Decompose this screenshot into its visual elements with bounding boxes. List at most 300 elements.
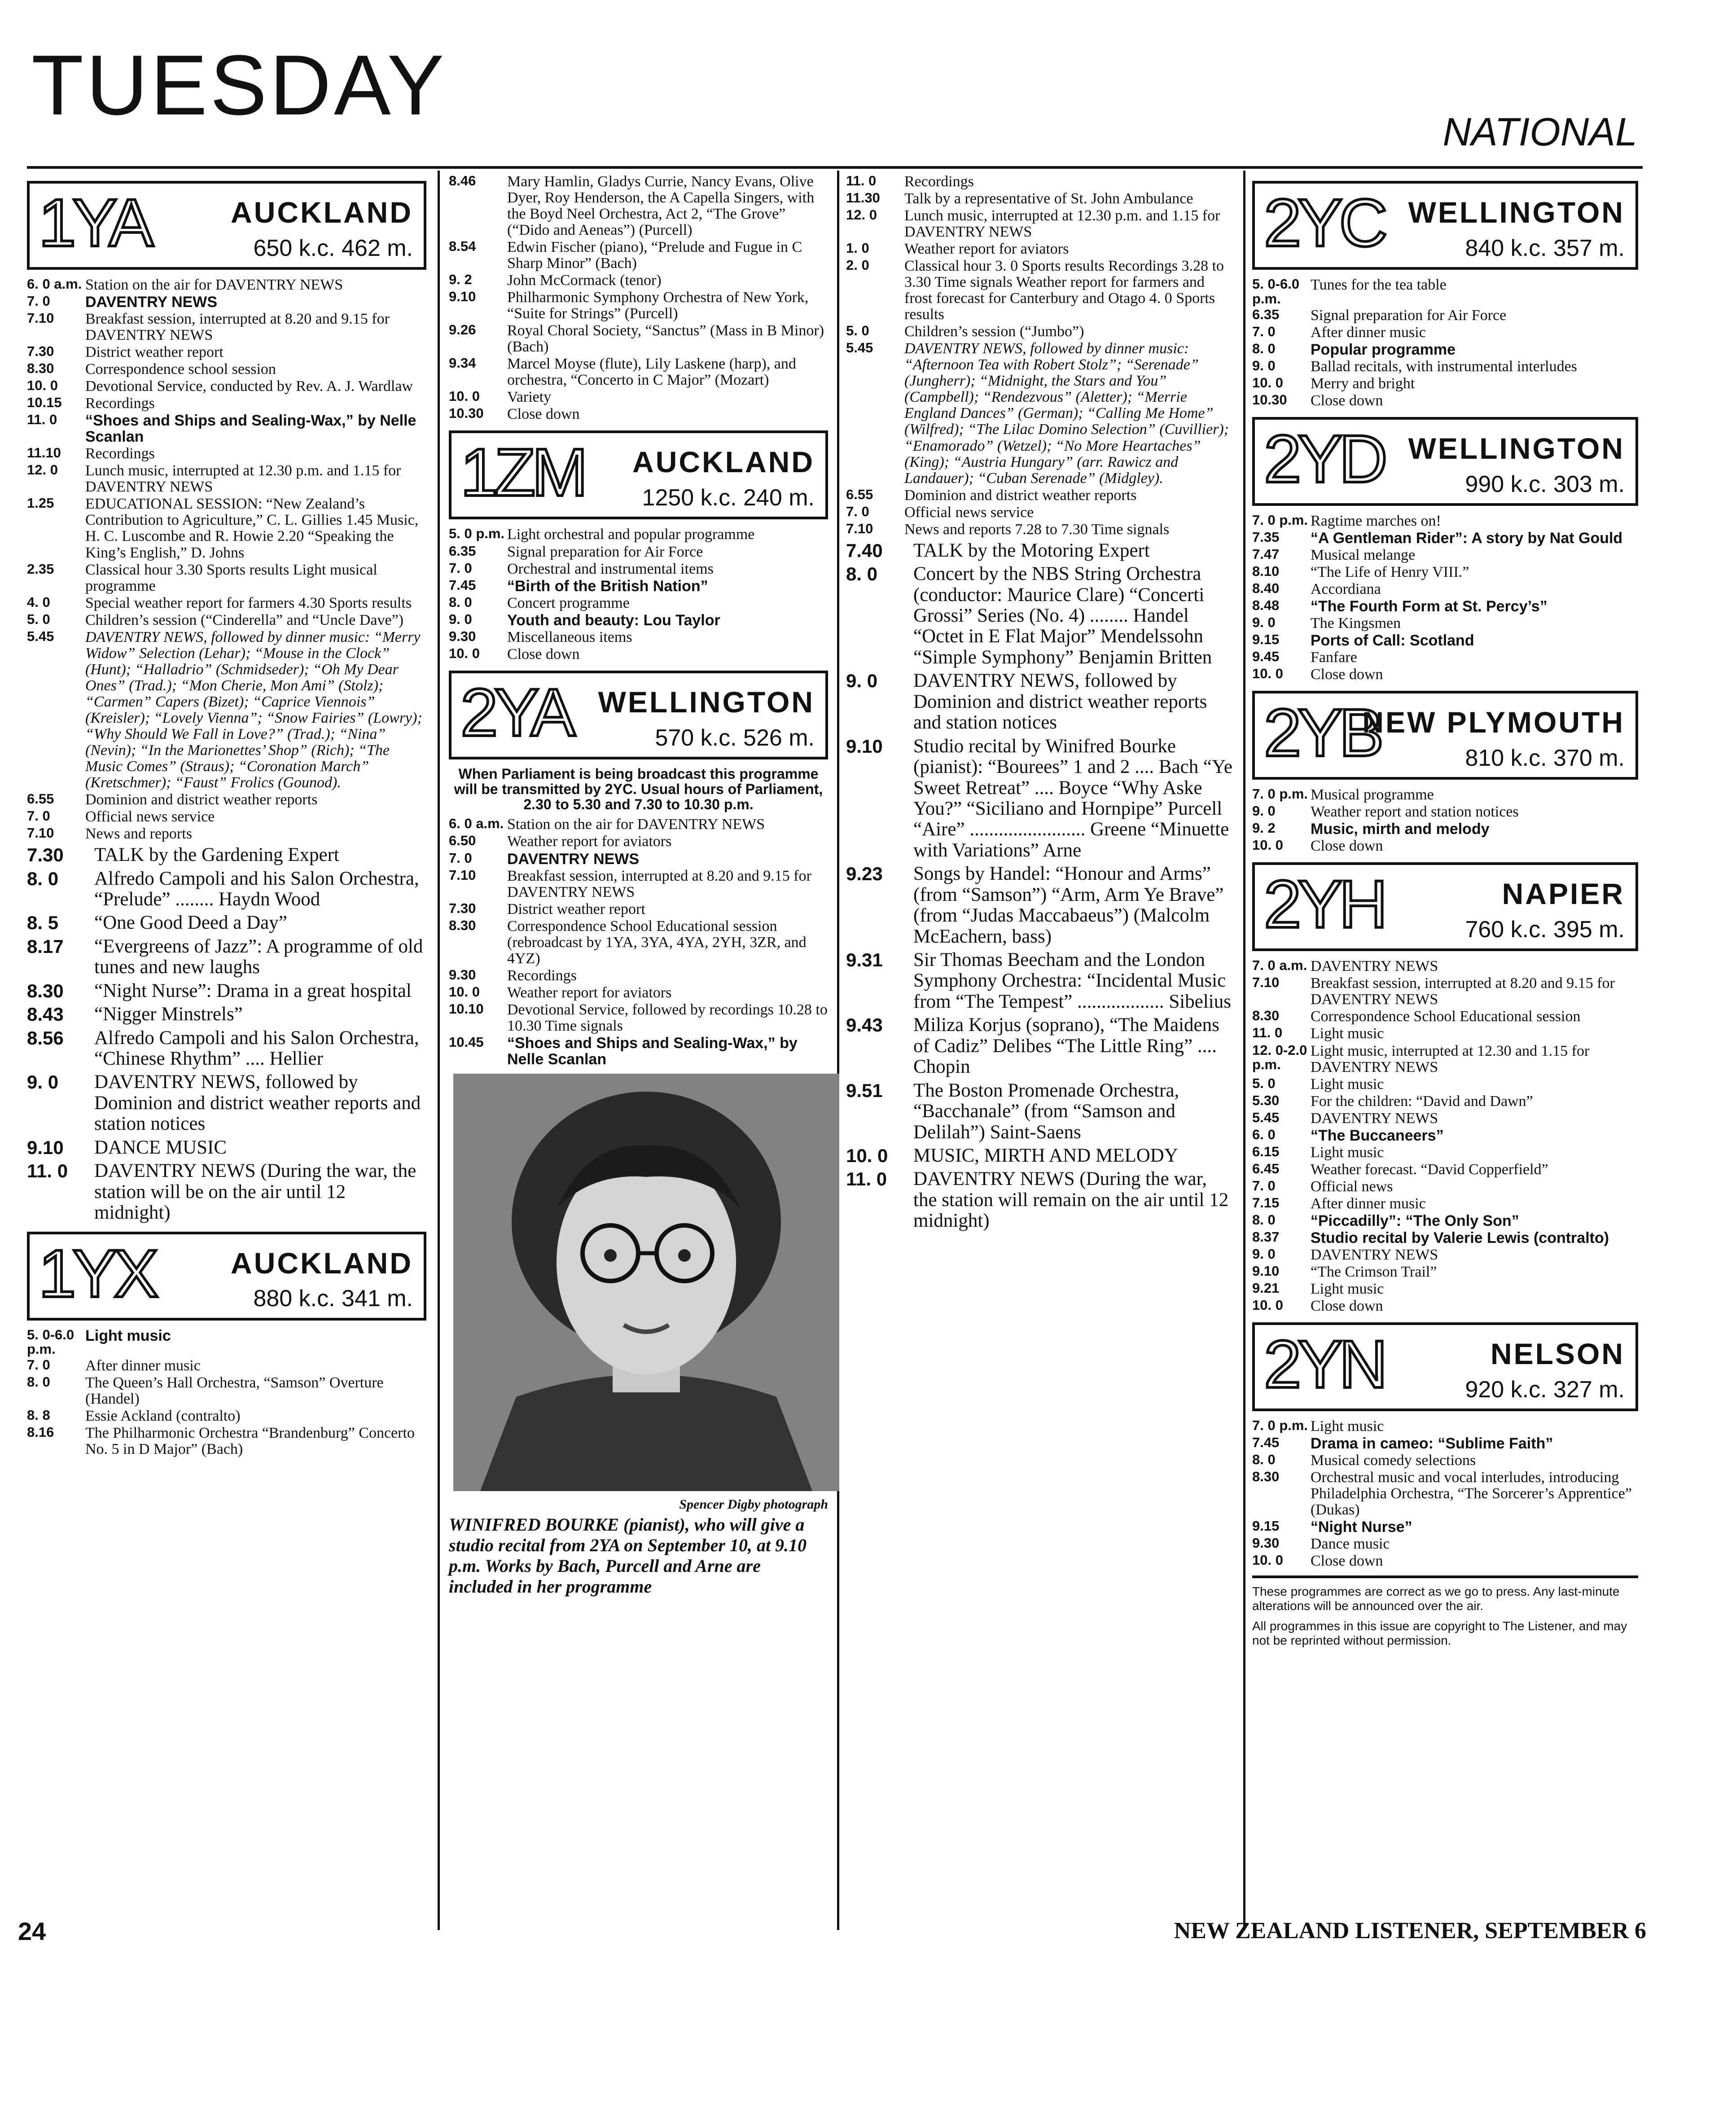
programme-entry xyxy=(1252,1043,1638,1075)
programme-entry xyxy=(1252,1009,1638,1025)
station-frequency: 920 k.c. 327 m. xyxy=(1465,1376,1625,1403)
entry-time: 7. 0 xyxy=(1252,1177,1276,1194)
entry-text: Station on the air for DAVENTRY NEWS xyxy=(507,816,765,833)
programme-entry xyxy=(1252,376,1638,392)
entry-text: Accordiana xyxy=(1311,581,1381,598)
programme-entry xyxy=(1252,1026,1638,1042)
entry-text: Sir Thomas Beecham and the London Symphony Orchestra: “Incidental Music from “The Tempest” .................. Sibelius xyxy=(913,949,1231,1012)
station-frequency: 810 k.c. 370 m. xyxy=(1465,745,1625,772)
magazine-footer: NEW ZEALAND LISTENER, SEPTEMBER 6 xyxy=(1174,1918,1646,1944)
programme-entry xyxy=(1252,393,1638,409)
programme-entry xyxy=(846,191,1234,207)
entry-text: Light music xyxy=(1311,1025,1384,1042)
programme-entry xyxy=(27,378,426,395)
entry-text: Official news service xyxy=(904,504,1034,521)
entry-text: Merry and bright xyxy=(1311,375,1415,392)
entry-time: 8. 0 xyxy=(1252,1211,1276,1228)
programme-entry xyxy=(27,294,426,310)
entry-time: 5. 0-6.0 p.m. xyxy=(1252,276,1300,307)
programme-entry xyxy=(27,809,426,825)
entry-time: 7.10 xyxy=(449,867,476,883)
programme-entry xyxy=(449,272,828,289)
entry-text: Marcel Moyse (flute), Lily Laskene (harp), and orchestra, “Concerto in C Major” (Mozart) xyxy=(507,355,796,389)
entry-text: DAVENTRY NEWS xyxy=(1311,1110,1438,1127)
entry-text: “Night Nurse” xyxy=(1311,1518,1412,1536)
entry-text: Light orchestral and popular programme xyxy=(507,526,755,543)
entry-text: Songs by Handel: “Honour and Arms” (from “Samson”) “Arm, Arm Ye Brave” (from “Judas Maccabaeus”) (Malcolm McEachern, bass) xyxy=(913,863,1224,947)
station-city: AUCKLAND xyxy=(231,1246,413,1280)
entry-text: Signal preparation for Air Force xyxy=(1311,307,1507,324)
entry-time: 11. 0 xyxy=(846,1168,887,1190)
entry-time: 10.45 xyxy=(449,1034,484,1050)
entry-text: “Nigger Minstrels” xyxy=(94,1004,243,1025)
entry-text: DAVENTRY NEWS xyxy=(85,294,218,311)
station-logo: 2YA xyxy=(460,674,572,750)
entry-time: 10. 0 xyxy=(27,377,58,394)
programme-entry xyxy=(1252,1179,1638,1195)
entry-time: 9.43 xyxy=(846,1014,883,1036)
entry-time: 9. 2 xyxy=(449,272,472,288)
entry-time: 5. 0 p.m. xyxy=(449,526,505,542)
programme-entry xyxy=(449,1035,828,1067)
entry-text: Children’s session (“Cinderella” and “Uncle Dave”) xyxy=(85,611,404,628)
entry-time: 9.10 xyxy=(27,1137,64,1158)
programme-entry xyxy=(27,463,426,495)
programme-entry xyxy=(27,913,426,933)
entry-time: 7. 0 xyxy=(27,1357,50,1373)
station-box-2yh xyxy=(1252,862,1638,951)
entry-time: 10. 0 xyxy=(1252,1552,1283,1568)
programme-entry xyxy=(27,446,426,462)
programme-entry xyxy=(27,311,426,343)
entry-time: 7.10 xyxy=(1252,974,1280,991)
programme-entry xyxy=(846,671,1234,733)
header-rule xyxy=(27,166,1643,169)
entry-time: 11. 0 xyxy=(27,412,57,428)
entry-time: 7.40 xyxy=(846,540,883,561)
station-frequency: 1250 k.c. 240 m. xyxy=(642,485,815,511)
column-4 xyxy=(1252,173,1638,1648)
programme-entry xyxy=(449,527,828,543)
entry-text: Mary Hamlin, Gladys Currie, Nancy Evans, Olive Dyer, Roy Henderson, the A Capella Singers, with the Boyd Neel Orchestra, Act 2, “The Grove” (“Dido and Aeneas”) (Purcell) xyxy=(507,173,815,239)
copyright-notice xyxy=(1252,1575,1638,1648)
station-logo: 2YB xyxy=(1264,695,1381,771)
programme-entry xyxy=(1252,277,1638,307)
entry-time: 12. 0-2.0 p.m. xyxy=(1252,1042,1307,1073)
entry-text: DAVENTRY NEWS, followed by Dominion and district weather reports and station notices xyxy=(94,1071,421,1135)
entry-time: 6.45 xyxy=(1252,1160,1280,1176)
entry-text: Light music xyxy=(1311,1144,1384,1161)
photo-credit: Spencer Digby photograph xyxy=(679,1496,828,1512)
entry-time: 7.10 xyxy=(27,310,54,326)
station-logo: 1YA xyxy=(39,185,150,260)
programme-entry xyxy=(449,918,828,967)
entry-time: 9.30 xyxy=(1252,1535,1280,1551)
programme-entry xyxy=(1252,581,1638,597)
programme-entry xyxy=(27,395,426,412)
entry-time: 9.34 xyxy=(449,355,476,371)
entry-text: Classical hour 3. 0 Sports results Recordings 3.28 to 3.30 Time signals Weather report for farmers and frost forecast for Canterbury and Otago 4. 0 Sports results xyxy=(904,258,1224,323)
entry-time: 5. 0 xyxy=(1252,1075,1276,1091)
programme-entry xyxy=(1252,1281,1638,1297)
station-city: NELSON xyxy=(1490,1337,1625,1370)
programme-entry xyxy=(27,1028,426,1070)
programme-entry xyxy=(27,1358,426,1374)
programme-entry xyxy=(1252,325,1638,341)
station-box-2ya xyxy=(449,671,828,759)
entry-text: John McCormack (tenor) xyxy=(507,272,662,289)
programme-entry xyxy=(449,389,828,405)
station-box-1yx xyxy=(27,1232,426,1321)
station-frequency: 880 k.c. 341 m. xyxy=(253,1286,413,1312)
entry-time: 9. 0 xyxy=(1252,803,1276,819)
programme-entry xyxy=(449,561,828,577)
station-city: NAPIER xyxy=(1502,877,1625,911)
entry-time: 6.50 xyxy=(449,833,476,849)
entry-time: 9.51 xyxy=(846,1080,883,1101)
programme-entry xyxy=(846,564,1234,668)
column-3 xyxy=(846,173,1234,1234)
entry-time: 12. 0 xyxy=(27,462,58,478)
entry-text: “The Fourth Form at St. Percy’s” xyxy=(1311,598,1547,615)
station-frequency: 990 k.c. 303 m. xyxy=(1465,471,1625,497)
entry-text: After dinner music xyxy=(85,1357,201,1374)
entry-time: 7. 0 xyxy=(1252,323,1276,339)
entry-text: Fanfare xyxy=(1311,649,1357,666)
station-logo: 1ZM xyxy=(460,434,584,510)
programme-entry xyxy=(1252,1435,1638,1452)
programme-entry xyxy=(27,361,426,377)
station-logo: 2YN xyxy=(1264,1326,1384,1402)
station-box-2yn xyxy=(1252,1322,1638,1411)
entry-time: 7. 0 p.m. xyxy=(1252,786,1308,802)
entry-time: 6.55 xyxy=(27,790,54,807)
entry-text: Close down xyxy=(1311,666,1383,683)
entry-text: “Night Nurse”: Drama in a great hospital xyxy=(94,980,412,1001)
entry-text: The Queen’s Hall Orchestra, “Samson” Overture (Handel) xyxy=(85,1374,384,1408)
entry-text: Youth and beauty: Lou Taylor xyxy=(507,611,720,629)
entry-time: 5.30 xyxy=(1252,1092,1280,1108)
entry-time: 8. 0 xyxy=(846,563,878,585)
programme-entry xyxy=(27,826,426,842)
entry-text: Children’s session (“Jumbo”) xyxy=(904,323,1084,340)
programme-entry xyxy=(846,487,1234,504)
entry-time: 4. 0 xyxy=(27,594,50,610)
entry-time: 1. 0 xyxy=(846,240,869,256)
entry-text: DAVENTRY NEWS, followed by dinner music: “Merry Widow” Selection (Lehar); “Mouse in the Clock” (Hunt); “Halladrio” (Schmidseder); “Oh My Dear Ones” (Trad.); “Mon Cherie, Mon Ami” (Stolz); “Carmen” Capers (Bizet); “Caprice Viennois” (Kreisler); “Lovely Vienna”; “Snow Fairies” (Lowry); “Why Should We Fall in Love?” (Trad.); “Nina” (Nevin); “In the Marionettes’ Shop” (Rich); “The Music Comes” (Straus); “Coronation March” (Kretschmer); “Faust” Frolics (Gounod). xyxy=(85,628,422,791)
programme-entry xyxy=(1252,1298,1638,1314)
entry-text: Correspondence School Educational session (rebroadcast by 1YA, 3YA, 4YA, 2YH, 3ZR, and 4YZ) xyxy=(507,917,807,967)
programme-entry xyxy=(1252,547,1638,563)
column-1 xyxy=(27,173,426,1458)
programme-entry xyxy=(1252,975,1638,1008)
entry-text: EDUCATIONAL SESSION: “New Zealand’s Contribution to Agriculture,” C. L. Gillies 1.45 Music, H. C. Luscombe and R. Howie 2.20 “Speaking the King’s English,” D. Johns xyxy=(85,496,419,561)
entry-time: 8. 0 xyxy=(27,1374,50,1390)
entry-time: 6. 0 a.m. xyxy=(449,816,504,832)
entry-time: 8.54 xyxy=(449,238,476,255)
entry-time: 10. 0 xyxy=(449,983,480,1000)
station-frequency: 760 k.c. 395 m. xyxy=(1465,917,1625,943)
entry-text: Ragtime marches on! xyxy=(1311,512,1441,529)
programme-entry xyxy=(27,344,426,360)
entry-text: “Piccadilly”: “The Only Son” xyxy=(1311,1212,1519,1229)
station-city: WELLINGTON xyxy=(1408,196,1625,229)
entry-text: “One Good Deed a Day” xyxy=(94,912,287,934)
station-logo: 2YC xyxy=(1264,185,1384,260)
photo-caption: WINIFRED BOURKE (pianist), who will give a studio recital from 2YA on September 10, at 9.10 p.m. Works by Bach, Purcell and Arne are included in her programme xyxy=(449,1514,807,1597)
programme-entry xyxy=(449,629,828,645)
programme-entry xyxy=(1252,787,1638,803)
station-logo: 2YD xyxy=(1264,421,1384,496)
programme-entry xyxy=(846,258,1234,323)
notice-copyright: All programmes in this issue are copyright to The Listener, and may not be reprinted without permission. xyxy=(1252,1619,1627,1647)
programme-entry xyxy=(1252,598,1638,614)
entry-time: 8.30 xyxy=(449,917,476,933)
entry-text: District weather report xyxy=(85,344,224,361)
programme-entry xyxy=(27,845,426,865)
entry-text: Philharmonic Symphony Orchestra of New York, “Suite for Strings” (Purcell) xyxy=(507,289,809,322)
entry-text: Breakfast session, interrupted at 8.20 and 9.15 for DAVENTRY NEWS xyxy=(1311,975,1615,1008)
programme-entry xyxy=(27,981,426,1001)
entry-text: Station on the air for DAVENTRY NEWS xyxy=(85,276,343,293)
entry-text: Variety xyxy=(507,389,552,406)
programme-entry xyxy=(27,1408,426,1424)
entry-text: “The Crimson Trail” xyxy=(1311,1263,1437,1280)
entry-time: 12. 0 xyxy=(846,207,877,223)
programme-entry xyxy=(1252,1230,1638,1246)
entry-time: 7. 0 p.m. xyxy=(1252,1417,1308,1433)
entry-time: 10. 0 xyxy=(846,1145,888,1166)
entry-text: MUSIC, MIRTH AND MELODY xyxy=(913,1145,1178,1166)
programme-entry xyxy=(27,1161,426,1223)
programme-entry xyxy=(27,595,426,611)
column-divider xyxy=(837,171,839,1930)
entry-time: 10. 0 xyxy=(1252,1297,1283,1313)
programme-entry xyxy=(449,290,828,322)
station-city: AUCKLAND xyxy=(632,445,815,479)
entry-time: 9. 0 xyxy=(1252,614,1276,631)
entry-text: The Kingsmen xyxy=(1311,615,1401,632)
entry-time: 9.15 xyxy=(1252,632,1280,648)
entry-time: 8. 5 xyxy=(27,912,59,934)
programme-entry xyxy=(1252,564,1638,580)
programme-entry xyxy=(846,540,1234,561)
entry-time: 11.10 xyxy=(27,445,61,461)
entry-time: 8.37 xyxy=(1252,1229,1280,1245)
entry-time: 5. 0 xyxy=(27,611,50,627)
entry-text: Alfredo Campoli and his Salon Orchestra, “Prelude” ........ Haydn Wood xyxy=(94,868,419,910)
entry-text: Ballad recitals, with instrumental interludes xyxy=(1311,358,1577,375)
entry-text: Weather report for aviators xyxy=(904,241,1069,258)
entry-time: 9.31 xyxy=(846,949,883,970)
entry-time: 9. 0 xyxy=(1252,357,1276,373)
entry-text: Lunch music, interrupted at 12.30 p.m. and 1.15 for DAVENTRY NEWS xyxy=(85,462,401,496)
programme-entry xyxy=(1252,1213,1638,1229)
programme-entry xyxy=(27,612,426,628)
entry-text: Recordings xyxy=(85,395,155,412)
entry-time: 9.45 xyxy=(1252,649,1280,665)
programme-entry xyxy=(846,174,1234,190)
entry-text: Drama in cameo: “Sublime Faith” xyxy=(1311,1435,1553,1453)
programme-entry xyxy=(27,562,426,594)
entry-text: “Shoes and Ships and Sealing-Wax,” by Nelle Scanlan xyxy=(85,412,416,446)
entry-text: TALK by the Gardening Expert xyxy=(94,844,339,866)
entry-time: 8.30 xyxy=(1252,1469,1280,1485)
programme-entry xyxy=(1252,821,1638,837)
entry-time: 7.10 xyxy=(846,520,873,536)
entry-text: Alfredo Campoli and his Salon Orchestra, “Chinese Rhythm” .... Hellier xyxy=(94,1027,419,1069)
entry-time: 8.40 xyxy=(1252,580,1280,597)
entry-text: Close down xyxy=(1311,1297,1383,1314)
entry-time: 9.30 xyxy=(449,966,476,983)
entry-time: 5.45 xyxy=(846,340,873,356)
entry-time: 7.15 xyxy=(1252,1194,1280,1211)
entry-time: 7. 0 xyxy=(449,850,472,866)
programme-entry xyxy=(449,595,828,611)
entry-time: 9.23 xyxy=(846,863,883,885)
programme-entry xyxy=(27,413,426,445)
entry-time: 7.10 xyxy=(27,825,54,841)
parliament-note: When Parliament is being broadcast this programme will be transmitted by 2YC. Usual hours of Parliament, 2.30 to 5.30 and 7.30 to 10.30 p.m. xyxy=(454,765,823,812)
entry-text: Devotional Service, followed by recordings 10.28 to 10.30 Time signals xyxy=(507,1001,828,1034)
programme-entry xyxy=(27,1004,426,1025)
programme-entry xyxy=(1252,649,1638,666)
programme-entry xyxy=(1252,1162,1638,1178)
entry-time: 8. 0 xyxy=(1252,1452,1276,1468)
station-frequency: 570 k.c. 526 m. xyxy=(655,724,815,751)
programme-entry xyxy=(1252,1093,1638,1110)
programme-entry xyxy=(1252,1536,1638,1552)
programme-entry xyxy=(27,496,426,561)
entry-text: Signal preparation for Air Force xyxy=(507,543,703,560)
entry-text: Edwin Fischer (piano), “Prelude and Fugue in C Sharp Minor” (Bach) xyxy=(507,239,802,272)
programme-entry xyxy=(846,341,1234,486)
entry-time: 7. 0 xyxy=(449,560,472,576)
entry-time: 1.25 xyxy=(27,495,54,511)
entry-text: Weather report for aviators xyxy=(507,833,672,850)
programme-entry xyxy=(449,1002,828,1034)
entry-time: 10.30 xyxy=(1252,391,1287,408)
entry-text: Close down xyxy=(1311,838,1383,855)
entry-text: Special weather report for farmers 4.30 Sports results xyxy=(85,594,412,611)
programme-entry xyxy=(846,208,1234,240)
programme-entry xyxy=(449,816,828,833)
programme-entry xyxy=(27,1425,426,1457)
programme-entry xyxy=(27,277,426,293)
entry-time: 8.30 xyxy=(1252,1008,1280,1024)
entry-time: 8.16 xyxy=(27,1424,54,1440)
entry-time: 8.10 xyxy=(1252,563,1280,579)
entry-time: 9. 0 xyxy=(1252,1246,1276,1262)
entry-text: The Philharmonic Orchestra “Brandenburg” Concerto No. 5 in D Major” (Bach) xyxy=(85,1425,415,1458)
entry-time: 8. 8 xyxy=(27,1407,50,1423)
entry-time: 10. 0 xyxy=(1252,374,1283,391)
programme-entry xyxy=(449,612,828,628)
programme-entry xyxy=(449,985,828,1001)
station-box-2yb xyxy=(1252,691,1638,780)
station-box-1ya xyxy=(27,181,426,270)
programme-entry xyxy=(449,868,828,900)
entry-time: 5.45 xyxy=(27,628,54,644)
entry-text: Correspondence School Educational session xyxy=(1311,1008,1581,1025)
entry-time: 8.30 xyxy=(27,980,64,1001)
programme-entry xyxy=(846,736,1234,861)
entry-text: DAVENTRY NEWS (During the war, the station will remain on the air until 12 midnight) xyxy=(913,1168,1229,1232)
entry-time: 5. 0-6.0 p.m. xyxy=(27,1326,75,1357)
entry-time: 7. 0 xyxy=(846,503,869,519)
entry-text: For the children: “David and Dawn” xyxy=(1311,1093,1533,1110)
station-frequency: 650 k.c. 462 m. xyxy=(253,235,413,261)
entry-time: 6. 0 a.m. xyxy=(27,276,82,292)
station-city: WELLINGTON xyxy=(1408,431,1625,465)
entry-text: DAVENTRY NEWS, followed by dinner music: “Afternoon Tea with Robert Stolz”; “Serenade” (Jungherr); “Midnight, the Stars and You” (Campbell); “Rendezvous” (Aletter); “Merrie England Dances” (German); “Calling Me Home” (Wilfred); “The Lilac Domino Selection” (Cuvillier); “Enamorado” (Wetzel); “No More Heartaches” (King); “Austria Hungary” (arr. Rawicz and Landauer); “Cuban Serenade” (Midgley). xyxy=(904,340,1229,487)
programme-entry xyxy=(1252,1110,1638,1127)
entry-text: Orchestral music and vocal interludes, introducing Philadelphia Orchestra, “The Sorcerer’s Apprentice” (Dukas) xyxy=(1311,1469,1632,1518)
entry-time: 8.46 xyxy=(449,173,476,189)
entry-text: Royal Choral Society, “Sanctus” (Mass in B Minor) (Bach) xyxy=(507,322,824,355)
entry-text: Talk by a representative of St. John Ambulance xyxy=(904,190,1193,207)
entry-time: 7. 0 p.m. xyxy=(1252,512,1308,528)
programme-entry xyxy=(1252,1519,1638,1535)
entry-time: 9.30 xyxy=(449,628,476,644)
entry-text: Recordings xyxy=(904,173,974,190)
network-title: NATIONAL xyxy=(1442,110,1637,154)
entry-time: 7.45 xyxy=(1252,1435,1280,1451)
programme-entry xyxy=(449,578,828,594)
entry-text: Close down xyxy=(507,406,580,423)
programme-entry xyxy=(1252,1128,1638,1144)
entry-time: 7. 0 xyxy=(27,808,50,824)
entry-time: 9.15 xyxy=(1252,1518,1280,1534)
station-box-1zm xyxy=(449,430,828,519)
programme-entry xyxy=(27,869,426,910)
entry-time: 10. 0 xyxy=(449,645,480,661)
portrait-photo xyxy=(453,1074,839,1491)
programme-entry xyxy=(1252,804,1638,820)
entry-time: 9.10 xyxy=(449,289,476,305)
programme-entry xyxy=(449,834,828,850)
entry-time: 9.26 xyxy=(449,322,476,338)
programme-entry xyxy=(1252,1453,1638,1469)
station-box-2yd xyxy=(1252,417,1638,506)
entry-text: Dominion and district weather reports xyxy=(904,487,1137,504)
entry-time: 8.30 xyxy=(27,360,54,377)
notice-correct: These programmes are correct as we go to press. Any last-minute alterations will be announced over the air. xyxy=(1252,1584,1620,1613)
programme-entry xyxy=(1252,958,1638,974)
programme-entry xyxy=(846,864,1234,947)
entry-time: 9.21 xyxy=(1252,1280,1280,1296)
programme-entry xyxy=(27,1137,426,1158)
column-divider xyxy=(438,171,440,1930)
entry-text: Dance music xyxy=(1311,1536,1390,1553)
programme-entry xyxy=(1252,667,1638,683)
programme-entry xyxy=(1252,1145,1638,1161)
programme-entry xyxy=(1252,1418,1638,1435)
entry-time: 7.47 xyxy=(1252,546,1280,562)
day-title: TUESDAY xyxy=(31,38,447,133)
entry-time: 9. 0 xyxy=(27,1071,59,1093)
entry-text: Light music, interrupted at 12.30 and 1.15 for DAVENTRY NEWS xyxy=(1311,1042,1590,1075)
programme-entry xyxy=(1252,632,1638,649)
entry-text: Concert by the NBS String Orchestra (conductor: Maurice Clare) “Concerti Grossi” Series (No. 4) ........ Handel “Octet in E Flat Major” Mendelssohn “Simple Symphony” Benjamin Britten xyxy=(913,563,1212,668)
entry-time: 5.45 xyxy=(1252,1109,1280,1125)
entry-time: 8.43 xyxy=(27,1004,64,1025)
station-logo: 2YH xyxy=(1264,866,1384,942)
station-city: AUCKLAND xyxy=(231,196,413,229)
entry-text: Official news xyxy=(1311,1178,1393,1195)
entry-text: Classical hour 3.30 Sports results Light musical programme xyxy=(85,561,377,594)
entry-text: DAVENTRY NEWS, followed by Dominion and district weather reports and station notices xyxy=(913,670,1207,733)
